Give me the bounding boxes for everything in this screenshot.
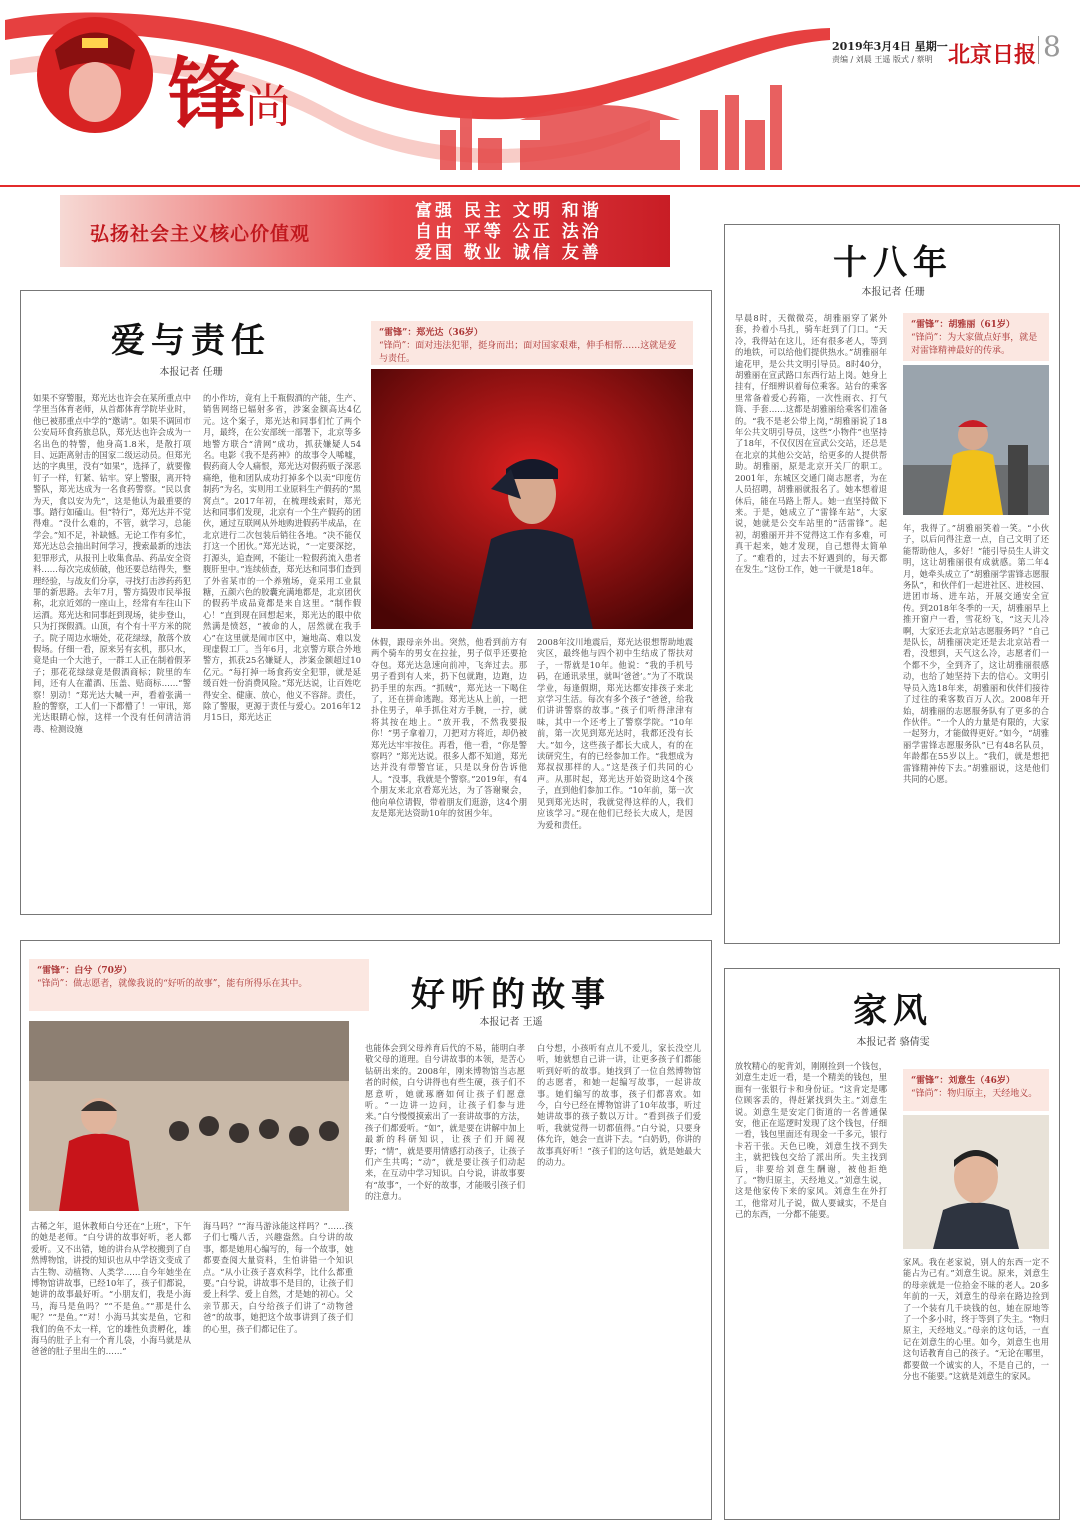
- core-value: 友善: [561, 243, 602, 263]
- storytelling-photo: [29, 1021, 349, 1211]
- article-column: 的小作坊，竟有上千瓶假酒的产能，生产、销售网络已辐射多省，涉案金额高达4亿元。这个案子，郑光达和同事们忙了两个月，最终，在公安部统一部署下，北京等多地警方联合“清网”成功，抓获嫌疑人54名。电影《我不是药神》的故事令人唏嘘，假药商人令人痛恨，郑光达对假药贩子深恶痛绝，他和团队成功打掉多个以卖“印度仿制药”为名，实则用工业原料生产假药的“黑窝点”。2017年初，在梳理线索时，郑光达和同事们发现，北京有一个生产假药的团伙，通过互联网从外地购进假药半成品，在北京进行二次包装后销往各地。“决不能仅打这一个团伙。”郑光达说，“一定要深挖，打源头，追查网，不能让一粒假药流入患者腹肝里中。”连续侦查，郑光达和同事们查到了外省某市的一个养殖场，竟采用工业鼠糖，五颜六色的胶囊充满地都是，北京团伙的假药半成品竟都是来自这里。“制作假心！”直到现在回想起来，郑光达的眼中依然满是愤怒，“被命的人，居然就在我手心”在这里就是闹市区中，遍地高、难以发现虚假工厂。当年6月，北京警方联合外地警方，抓获25名嫌疑人，涉案金额超过10亿元。“每打掉一场食药安全犯罪，就是延缓百姓一份消费风险。”郑光达说，让百姓吃得安全、健康、放心，他义不容辞。责任，除了警服，更源于责任与爱心。2016年12月15日，郑光达正: [203, 393, 361, 723]
- core-value: 文明: [512, 201, 553, 221]
- pull-quote: [903, 313, 1049, 361]
- section-title-shang: 尚: [245, 79, 291, 133]
- section-title-feng: 锋: [168, 49, 247, 140]
- quote-text: “锋尚”：为大家做点好事，就是对雷锋精神最好的传承。: [911, 333, 1038, 356]
- article-column: 家风。我在老家说，别人的东西一定不能占为己有。”刘意生说。原来，刘意生的母亲就是一位拾金不昧的老人。20多年前的一天，刘意生的母亲在路边捡到了一个装有几千块钱的包，她在原地等了一个多小时，终于等到了失主。“物归原主，天经地义。”母亲的这句话，一直记在刘意生的心里。如今，刘意生也用这句话教育自己的孩子。“无论在哪里，都要做一个诚实的人，不是自己的，一分也不能要。”这就是刘意生的家风。: [903, 1257, 1049, 1382]
- quote-name: “雷锋”：郑光达（36岁）: [379, 328, 483, 338]
- quote-text: “锋尚”：面对违法犯罪，挺身而出；面对国家艰难，伸手相帮……这就是爱与责任。: [379, 341, 677, 364]
- core-value: 法治: [561, 222, 602, 242]
- core-values-banner: [60, 195, 670, 267]
- page-divider: [1038, 36, 1039, 64]
- article-column: 年，我得了。”胡雅丽笑着一笑。“小伙子，以后问得注意一点，自己文明了还能帮助他人，多好！”能引导员生人讲文明，这让胡雅丽很有成就感。第二年4月，她牵头成立了“胡雅丽学雷锋志愿服务队”，和伙伴们一起进社区、进校园、进团市场、进车站，开展交通安全宣传。到2018年冬季的一天，胡雅丽早上推开窗户一看，雪花纷飞，“这天儿冷啊，大家还去北京站志愿服务吗？”自己是队长，胡雅丽决定还是去北京站看一看，没想到，天气这么冷，志愿者们一个都不少，全到齐了，这让胡雅丽很感动，也给了她坚持下去的信心。文明引导员入选18年来，胡雅丽和伙伴们接待了过往的乘客数百万人次。2008年开始，胡雅丽的志愿服务队有了更多的合作伙伴。“一个人的力量是有限的，大家一起努力，才能做得更好。”如今，“胡雅丽学雷锋志愿服务队”已有48名队员，年龄都在55岁以上。“我们，就是想把雷锋精神传下去。”胡雅丽说，这是他们共同的心愿。: [903, 523, 1049, 784]
- article-love-responsibility: [20, 290, 712, 915]
- article-byline: 本报记者 骆倩雯: [856, 1037, 930, 1048]
- article-title: 好听的故事: [411, 975, 611, 1015]
- article-good-stories: [20, 940, 712, 1520]
- core-value: 诚信: [512, 243, 553, 263]
- core-value: 公正: [512, 222, 553, 242]
- quote-name: “雷锋”：白兮（70岁）: [37, 966, 132, 976]
- page-number: 8: [1043, 30, 1061, 63]
- core-value: 富强: [415, 201, 455, 221]
- core-value: 自由: [415, 222, 455, 242]
- article-eighteen-years: [724, 224, 1060, 944]
- article-byline: 本报记者 任珊: [861, 287, 925, 298]
- pull-quote: [903, 1069, 1049, 1111]
- core-values-grid: [415, 201, 665, 264]
- banner-slogan: 弘扬社会主义核心价值观: [90, 223, 311, 245]
- portrait-photo: [903, 1115, 1049, 1249]
- article-column: 放牧精心的驼背刘，刚刚捡到一个钱包，刘意生走近一看，是一个精美的钱包，里面有一张银行卡和身份证。“这肯定是哪位顾客丢的，得赶紧找到失主。”刘意生说。刘意生是安定门街道的一名普通保安，他正在巡逻时发现了这个钱包，仔细一看，钱包里面还有现金一千多元，银行卡若干张。天色已晚，刘意生找不到失主，就把钱包交给了派出所。失主找到后，非要给刘意生酬谢，被他拒绝了。“物归原主，天经地义。”刘意生说，这是他家传下来的家风。刘意生在外打工，他常对儿子说，做人要诚实，不是自己的东西，一分都不能要。: [735, 1061, 887, 1220]
- article-column: 如果不穿警服，郑光达也许会在某所重点中学里当体育老师，从首都体育学院毕业时，他已被那重点中学的“邀请”。如果不调回市公安局环食药旅总队，郑光达也许会成为一名出色的特警，他身高1.8米，是散打项目、远距离射击的国家二级运动员。但郑光达的字典里，没有“如果”，选择了，就要像钉子一样，钉紧、钻牢。穿上警服，离开特警队，郑光达成为一名食药警察。“民以食为天，食以安为先”，这是他认为最重要的事。踏行如磕山。但“特行”，郑光达并不觉得难。“没什么难的，不管，就学习，总能学会。”知不足，补缺憾。无论工作有多忙，郑光达总会抽出时间学习，搜索最新的违法犯罪形式，从报刊上收集食品、药品安全资料……每次完成侦破，他还要总结得失，整理经验，与战友们分享，寻找打击涉药药犯罪的新思路。去年7月，警方捣毁市民举报称，北京近郊的一座山上，经常有车往山下运酒。郑光达和同事赶到现场，徒步登山，只为打探假酒。山顶，有个有十平方米的院子。院子周边水塘处，花花绿绿，散落个放假场。仔细一看，原来另有玄机，那只水，竟是由一个大池子，一群工人正在制着假茅子；那花花绿绿竟是假酒商标；院里的车间，还有人在灌酒、压盖、贴商标……“警察！别动！”郑光达大喊一声，看着张满一脸的警察，工人们一下都懵了！一审讯，郑光达眼睛心惊，这样一个没有任何清洁消毒、检测设施: [33, 393, 191, 734]
- core-value: 平等: [463, 222, 504, 242]
- editors-line: 责编 / 刘晨 王遥 版式 / 蔡明: [832, 55, 933, 64]
- article-column: 休假，跟母亲外出。突然，他看到前方有两个骑车的男女在拉扯，男子似乎还要抢夺包。郑光达急速向前冲，飞奔过去。那男子看到有人来，扔下包就跑，边跑，边扔手里的东西。“抓贼”，郑光达一下喝住了，还在拼命逃跑。郑光达从上前，一把扑住男子，单手抓住对方手腕，一拧，就将其按在地上。“放开我，不然我要报你！”男子拿着刀，刀把对方将近，却仍被郑光达牢牢按住。再看，他一看，“你是警察吗？”郑光达说。很多人都不知道，郑光达并没有带警官证，只是以身份告诉他人。“没事，我就是个警察。”2019年，有4个朋友来北京看郑光达，为了答谢聚会，他向单位请假，带着朋友们逛游，这4个朋友是郑光达资助10年的贫困少年。: [371, 637, 527, 819]
- core-value: 民主: [463, 201, 504, 221]
- police-officer-photo: [371, 369, 693, 629]
- quote-text: “锋尚”：物归原主，天经地义。: [911, 1089, 1038, 1099]
- article-title: 十八年: [833, 243, 953, 283]
- pull-quote: [371, 321, 693, 365]
- article-title: 家风: [853, 991, 933, 1031]
- volunteer-photo: [903, 365, 1049, 515]
- issue-date: 2019年3月4日 星期一: [832, 40, 948, 53]
- paper-name: 北京日报: [948, 42, 1037, 68]
- article-column: 白兮想，小孩听有点儿不爱儿，家长没空儿听，她就想自己讲一讲，让更多孩子们都能听到好听的故事。她找到了一位自然博物馆的志愿者，和她一起编写故事，一起讲故事。她们编写的故事，孩子们都喜欢。如今，白兮已经在博物馆讲了10年故事，听过她讲故事的孩子数以万计。“看到孩子们爱听，我就觉得一切都值得。”白兮说，只要身体允许，她会一直讲下去。“白奶奶，你讲的故事真好听！”孩子们的这句话，就是她最大的动力。: [537, 1043, 701, 1168]
- quote-name: “雷锋”：刘意生（46岁）: [911, 1076, 1015, 1086]
- article-column: 古稀之年，退休教师白兮还在“上班”，下午的她是老师。“白兮讲的故事好听，老人都爱听。又不出错，她的讲台从学校搬到了自然博物馆，讲授的知识也从中学语文变成了古生物、动植物、人类学……自今年她坐在博物馆讲故事，已经10年了，孩子们都说，她讲的故事最好听。“小朋友们，我是小海马，海马是鱼吗？”“不是鱼。”“那是什么呢？”“是鱼。”“对！小海马其实是鱼，它和我们的鱼不太一样，它的雄性负责孵化，雄海马的肚子上有一个育儿袋，小海马就是从爸爸的肚子里出生的……”: [31, 1221, 191, 1357]
- article-column: 2008年汶川地震后，郑光达很想帮助地震灾区，最终他与四个初中生结成了帮扶对子，一帮就是10年。他说：“我的手机号码，在通讯录里，就叫‘爸爸’。”为了不耽误学业，每逢假期，郑光达都安排孩子来北京学习生活。每次有多个孩子“爸爸，给我们讲讲警察的故事。”孩子们听得津津有味，其中一个还考上了警察学院。“10年前，第一次见到郑光达时，我都还没有长大。”如今，这些孩子都长大成人，有的在读研究生，有的已经参加工作。“我想成为郑叔叔那样的人。”这是孩子们共同的心声。从那时起，郑光达开始资助这4个孩子，直到他们参加工作。“10年前，第一次见到郑光达时，我就觉得这样的人，我们应该学习。”现在他们已经长大成人，是因为爱和责任。: [537, 637, 693, 830]
- quote-text: “锋尚”：做志愿者，就像我说的“好听的故事”，能有所得乐在其中。: [37, 979, 308, 989]
- core-value: 和谐: [561, 201, 602, 221]
- core-value: 爱国: [415, 243, 455, 263]
- core-value: 敬业: [463, 243, 504, 263]
- pull-quote: [29, 959, 369, 1011]
- article-family-values: [724, 968, 1060, 1520]
- article-column: 也能体会到父母养育后代的不易，能明白孝敬父母的道理。自兮讲故事的本领，是苦心钻研出来的。2008年，刚来博物馆当志愿者的时候，白兮讲得也有些生硬，孩子们不愿意听，她就琢磨如何让孩子们愿意听。“一边讲一边问，让孩子们参与进来。”白兮慢慢摸索出了一套讲故事的方法，孩子们都爱听。“如”，就是要在讲解中加上最新的科研知识，让孩子们开阔视野；“情”，就是要用情感打动孩子，让孩子们产生共鸣；“动”，就是要让孩子们动起来，在互动中学习知识。白兮说，讲故事要有“故事”，一个好的故事，才能吸引孩子们的注意力。: [365, 1043, 525, 1202]
- article-title: 爱与责任: [111, 321, 271, 361]
- article-column: 早晨8时，天微微亮，胡雅丽穿了紧外套，拎着小马扎，骑车赶到了门口。“天冷，我得站在这儿，还有很多老人，等到的地铁，可以给他们提供热水。”胡雅丽年逾花甲，是公共文明引导员。8时40分，胡雅丽在宣武路口东西行站上岗。她身上挂有，仔细辨识着每位乘客。站台的乘客里常备着爱心药箱，一次性雨衣、打气筒、手套……这都是胡雅丽给乘客们准备的。“我不是老公带上岗，”胡雅丽说了18年公共文明引导员，这些“小物件”也坚持了18年，不仅仅因在宣武公交站，还总是在北京的其他公交站，给更多的人提供帮助。胡雅丽，原是北京开关厂的职工。2001年，东城区交通门崗志愿者，为在人员招聘，胡雅丽就报名了。她本想着退休后，能在马路上帮人。她一直坚持做下来。于是，她成立了“雷锋车站”，大家说，她就是公交车站里的“活雷锋”。起初，胡雅丽开并不觉得这工作有多难，可真干起来，她才发现，自己想得太简单了。“难看的，过去不好遇到的，每天都在发生。”这份工作，她一干就是18年。: [735, 313, 887, 574]
- article-byline: 本报记者 任珊: [159, 367, 223, 378]
- quote-name: “雷锋”：胡雅丽（61岁）: [911, 320, 1015, 330]
- masthead-graphic: [0, 0, 1080, 190]
- article-column: 海马吗？”“海马游泳能这样吗？”……孩子们七嘴八舌，兴趣盎然。白兮讲的故事，都是她用心编写的，每一个故事，她都要查阅大量资料，生怕讲错一个知识点。“从小让孩子喜欢科学，比什么都重要。”白兮说，讲故事不是目的，让孩子们爱上科学、爱上自然，才是她的初心。父亲节那天，白兮给孩子们讲了“动物爸爸”的故事，她把这个故事讲到了孩子们的心里，孩子们都记住了。: [203, 1221, 353, 1334]
- article-byline: 本报记者 王遥: [479, 1017, 543, 1028]
